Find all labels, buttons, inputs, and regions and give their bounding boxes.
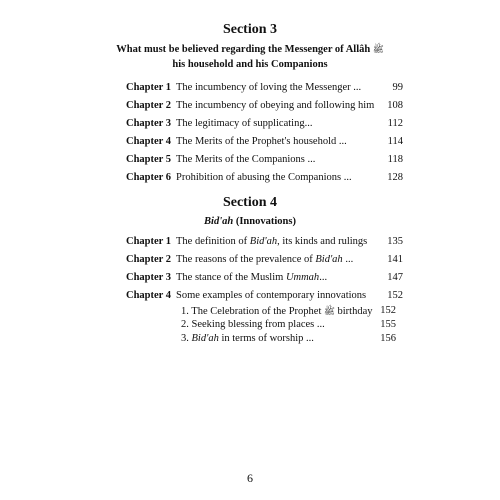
section-4-subtitle-rest: (Innovations) <box>235 216 296 227</box>
chapter-label: Chapter 3 <box>126 118 172 129</box>
section-4-subtitle-italic: Bid'ah <box>204 216 234 227</box>
title-italic: Bid'ah <box>191 333 219 344</box>
section-3-heading: Section 3 <box>222 22 278 37</box>
page-number: 152 <box>380 305 396 316</box>
section-3-subtitle-line-1 <box>0 42 500 57</box>
chapter-title: Prohibition of abusing the Companions ... <box>176 172 352 183</box>
toc-row <box>0 270 500 286</box>
section-3-subtitle-text: What must be believed regarding the Messenger of Allâh <box>116 44 371 55</box>
title-text: The stance of the Muslim <box>176 272 286 283</box>
toc-subitem <box>0 318 500 332</box>
title-italic: Ummah <box>285 272 320 283</box>
page-number: 147 <box>387 272 403 283</box>
chapter-label: Chapter 4 <box>126 290 172 301</box>
title-text: The reasons of the prevalence of <box>176 254 316 265</box>
title-text: 3. <box>181 333 192 344</box>
toc-row <box>0 252 500 268</box>
toc-row <box>0 234 500 250</box>
section-3-subtitle-line-2: his household and his Companions <box>172 59 328 70</box>
folio-page-number: 6 <box>247 471 253 485</box>
chapter-label: Chapter 1 <box>126 236 172 247</box>
chapter-label: Chapter 4 <box>126 136 172 147</box>
chapter-label: Chapter 5 <box>126 154 172 165</box>
toc-row <box>0 152 500 168</box>
title-text: in terms of worship ... <box>218 333 314 344</box>
chapter-title: The incumbency of loving the Messenger ... <box>176 82 362 93</box>
section-4-subtitle <box>0 214 500 229</box>
subitem-title <box>181 318 325 332</box>
subitem-title <box>181 304 372 319</box>
title-text: 1. The Celebration of the Prophet <box>181 306 324 317</box>
chapter-title <box>176 234 367 250</box>
chapter-label: Chapter 1 <box>126 82 172 93</box>
page-number: 141 <box>387 254 403 265</box>
title-text: ... <box>342 254 354 265</box>
page-number: 155 <box>380 319 396 330</box>
toc-row <box>0 170 500 186</box>
page-number: 156 <box>380 333 396 344</box>
page-number: 118 <box>387 154 403 165</box>
chapter-title: The legitimacy of supplicating... <box>176 118 313 129</box>
toc-row <box>0 98 500 114</box>
toc-row <box>0 134 500 150</box>
chapter-title <box>176 252 353 268</box>
chapter-title: The Merits of the Prophet's household ... <box>176 136 347 147</box>
chapter-title <box>176 270 327 286</box>
title-text: The definition of <box>176 236 250 247</box>
page-number: 112 <box>387 118 403 129</box>
page-number: 152 <box>387 290 403 301</box>
chapter-label: Chapter 2 <box>126 100 172 111</box>
title-text: Some examples of contemporary innovations <box>176 290 367 301</box>
honorific-mark: ﷺ <box>372 44 384 54</box>
title-italic: Bid'ah <box>249 236 278 247</box>
page-number: 114 <box>387 136 403 147</box>
chapter-title: The incumbency of obeying and following him <box>176 100 375 111</box>
chapter-title: The Merits of the Companions ... <box>176 154 316 165</box>
chapter-label: Chapter 3 <box>126 272 172 283</box>
chapter-title <box>176 288 366 304</box>
title-text: , its kinds and rulings <box>277 236 368 247</box>
page-number: 128 <box>387 172 403 183</box>
title-text: 2. Seeking blessing from places ... <box>181 319 325 330</box>
title-italic: Bid'ah <box>315 254 343 265</box>
section-4-heading: Section 4 <box>222 195 278 210</box>
page-number: 108 <box>387 100 403 111</box>
toc-subitem <box>0 332 500 346</box>
toc-row <box>0 80 500 96</box>
title-text: ... <box>319 272 328 283</box>
toc-row <box>0 288 500 304</box>
chapter-label: Chapter 2 <box>126 254 172 265</box>
toc-row <box>0 116 500 132</box>
toc-subitem <box>0 304 500 318</box>
chapter-label: Chapter 6 <box>126 172 172 183</box>
title-text: birthday <box>334 306 373 317</box>
honorific-mark: ﷺ <box>323 306 335 316</box>
subitem-title <box>181 332 314 346</box>
page-number: 99 <box>392 82 403 93</box>
page-number: 135 <box>387 236 403 247</box>
